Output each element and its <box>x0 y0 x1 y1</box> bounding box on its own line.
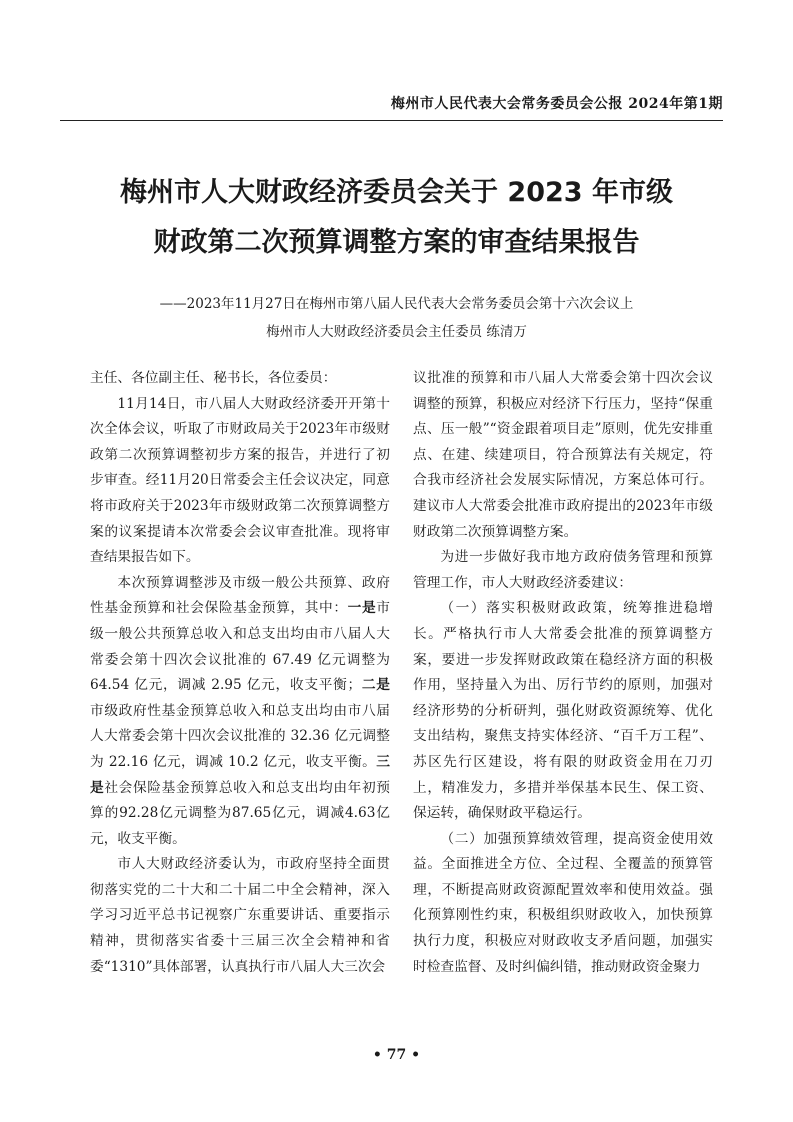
paragraph-text: 市级政府性基金预算总收入和总支出均由市八届人大常委会第十四次会议批准的 32.36 亿元调整为 22.16 亿元，调减 10.2 亿元，收支平衡。 <box>90 702 390 770</box>
header-rule <box>60 120 723 121</box>
right-column <box>413 366 713 980</box>
left-column <box>90 366 390 980</box>
paragraph-text: 本次预算调整涉及市级一般公共预算、政府性基金预算和社会保险基金预算，其中： <box>90 574 390 617</box>
emphasis-text: 二是 <box>361 677 390 694</box>
meeting-info: ——2023年11月27日在梅州市第八届人民代表大会常务委员会第十六次会议上 <box>159 296 634 312</box>
paragraph-text: 严格执行市人大常委会批准的预算调整方案，要进一步发挥财政政策在稳经济方面的积极作用，坚持量入为出、厉行节约的原则，加强对经济形势的分析研判，强化财政资源统筹、优化支出结构，聚焦支持实体经济、“百千万工程”、苏区先行区建设，将有限的财政资金用在刀刃上，精准发力，多措并举保基本民生、保工资、保运转，确保财政平稳运行。 <box>413 625 713 822</box>
paragraph: 市人大财政经济委认为，市政府坚持全面贯彻落实党的二十大和二十届二中全会精神，深入学习习近平总书记视察广东重要讲话、重要指示精神，贯彻落实省委十三届三次全会精神和省委“1310”具体部署，认真执行市八届人大三次会 <box>90 856 390 975</box>
emphasis-text: 一是 <box>347 600 377 617</box>
section-heading: （二）加强预算绩效管理，提高资金使用效益。 <box>413 830 713 873</box>
title-line-1: 梅州市人大财政经济委员会关于 2023 年市级 <box>120 177 673 208</box>
document-title <box>60 168 733 268</box>
paragraph <box>413 827 713 981</box>
running-header: 梅州市人民代表大会常务委员会公报 2024年第1期 <box>390 96 723 112</box>
document-meta <box>60 290 733 346</box>
section-heading: （一）落实积极财政政策，统筹推进稳增长。 <box>413 600 713 642</box>
salutation: 主任、各位副主任、秘书长，各位委员： <box>90 370 337 386</box>
paragraph: 11月14日，市八届人大财政经济委开开第十次全体会议，听取了市财政局关于2023年市级财政第二次预算调整初步方案的报告，并进行了初步审查。经11月20日常委会主任会议决定，同意将市政府关于2023年市级财政第二次预算调整方案的议案提请本次常委会会议审查批准。现将审查结果报告如下。 <box>90 395 390 566</box>
emphasis-text: 三是 <box>90 753 390 796</box>
page-number: • 77 • <box>372 1047 421 1063</box>
paragraph <box>413 596 713 826</box>
paragraph-text: 全面推进全方位、全过程、全覆盖的预算管理，不断提高财政资源配置效率和使用效益。强化预算刚性约束，积极组织财政收入，加快预算执行力度，积极应对财政收支矛盾问题，加强实时检查监督、及时纠偏纠错，推动财政资金聚力 <box>413 856 713 975</box>
paragraph: 为进一步做好我市地方政府债务管理和预算管理工作，市人大财政经济委建议： <box>413 549 713 591</box>
paragraph <box>90 571 390 853</box>
paragraph-continuation: 议批准的预算和市八届人大常委会第十四次会议调整的预算，积极应对经济下行压力，坚持“保重点、压一般”“资金跟着项目走”原则，优先安排重点、在建、续建项目，符合预算法有关规定，符合我市经济社会发展实际情况，方案总体可行。建议市人大常委会批准市政府提出的2023年市级财政第二次预算调整方案。 <box>413 370 713 540</box>
author-info: 梅州市人大财政经济委员会主任委员 练清万 <box>266 324 527 340</box>
paragraph-text: 市级一般公共预算总收入和总支出均由市八届人大常委会第十四次会议批准的 67.49 亿元调整为 64.54 亿元，调减 2.95 亿元，收支平衡； <box>90 600 390 694</box>
paragraph-text: 社会保险基金预算总收入和总支出均由年初预算的92.28亿元调整为87.65亿元，调减4.63亿元，收支平衡。 <box>90 779 390 847</box>
title-line-2: 财政第二次预算调整方案的审查结果报告 <box>153 227 640 258</box>
